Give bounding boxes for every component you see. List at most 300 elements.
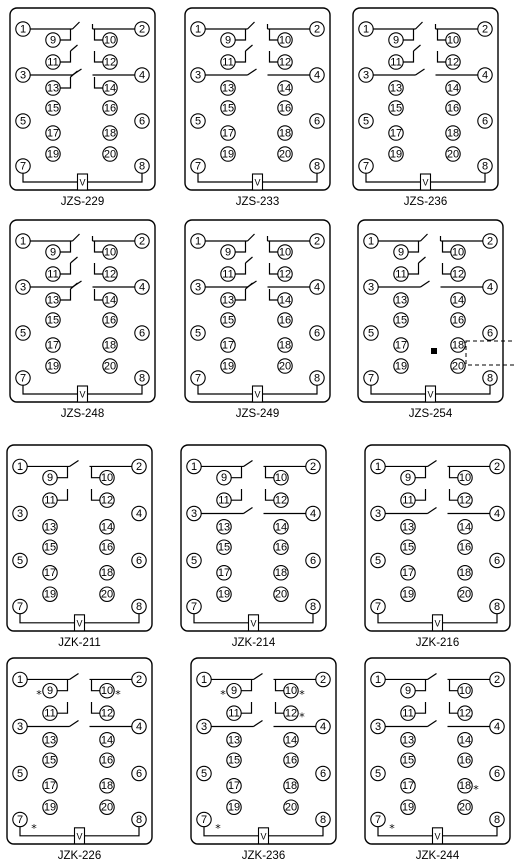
contact-row-3	[378, 281, 483, 287]
contact-row-4	[60, 283, 103, 300]
svg-text:16: 16	[284, 754, 298, 767]
terminal-20	[284, 800, 298, 814]
terminal-3	[191, 68, 205, 82]
panel-frame	[185, 8, 330, 190]
terminal-20	[100, 587, 114, 601]
terminal-12	[100, 493, 114, 507]
terminal-18	[284, 779, 298, 793]
svg-text:10: 10	[458, 472, 472, 485]
svg-text:15: 15	[46, 102, 60, 115]
contact-row-2	[60, 45, 103, 62]
svg-text:16: 16	[100, 541, 114, 554]
terminal-7	[16, 371, 30, 385]
terminal-3	[13, 506, 27, 520]
contact-row-0	[201, 460, 306, 466]
terminal-16	[103, 101, 117, 115]
terminal-1	[13, 459, 27, 473]
contact-row-4	[60, 71, 103, 88]
terminal-19	[43, 587, 57, 601]
terminal-10	[103, 33, 117, 47]
relay-panel-jzs-233	[185, 8, 330, 190]
coil-label: V	[260, 831, 267, 842]
svg-text:5: 5	[374, 767, 382, 780]
terminal-11	[221, 55, 235, 69]
svg-text:20: 20	[100, 801, 114, 814]
terminal-7	[371, 812, 385, 826]
model-caption: JZK-226	[57, 850, 102, 862]
terminal-6	[132, 766, 146, 780]
terminal-18	[278, 338, 292, 352]
terminal-17	[394, 338, 408, 352]
terminal-19	[401, 800, 415, 814]
svg-text:*: *	[115, 688, 121, 702]
coil-label: V	[79, 389, 86, 400]
terminal-1	[191, 234, 205, 248]
svg-text:2: 2	[313, 23, 321, 36]
contact-row-2	[241, 702, 284, 713]
terminal-5	[359, 114, 373, 128]
terminal-11	[221, 267, 235, 281]
terminal-6	[483, 326, 497, 340]
svg-text:16: 16	[100, 754, 114, 767]
terminal-5	[187, 553, 201, 567]
terminal-15	[221, 101, 235, 115]
svg-text:*: *	[389, 821, 395, 835]
terminal-17	[46, 338, 60, 352]
terminal-5	[13, 766, 27, 780]
svg-text:*: *	[220, 688, 226, 702]
svg-text:11: 11	[47, 268, 59, 281]
coil-circuit	[194, 613, 313, 630]
svg-text:10: 10	[284, 685, 298, 698]
svg-text:18: 18	[274, 567, 288, 580]
svg-text:1: 1	[200, 673, 208, 686]
contact-row-3	[373, 69, 478, 75]
model-caption: JZK-214	[231, 637, 276, 649]
terminal-18	[103, 126, 117, 140]
terminal-20	[274, 587, 288, 601]
terminal-3	[16, 280, 30, 294]
svg-text:16: 16	[103, 314, 117, 327]
svg-text:9: 9	[392, 34, 400, 47]
terminal-2	[132, 459, 146, 473]
panel-frame	[181, 445, 326, 631]
terminal-5	[16, 326, 30, 340]
contact-row-2	[231, 489, 274, 500]
contact-row-1	[231, 466, 274, 477]
terminal-15	[221, 313, 235, 327]
svg-text:5: 5	[19, 327, 27, 340]
terminal-5	[16, 114, 30, 128]
model-caption: JZS-254	[408, 408, 453, 420]
terminal-2	[490, 672, 504, 686]
svg-text:12: 12	[278, 268, 292, 281]
svg-text:14: 14	[278, 82, 292, 95]
terminal-4	[132, 506, 146, 520]
terminal-15	[227, 753, 241, 767]
terminal-14	[278, 81, 292, 95]
terminal-19	[43, 800, 57, 814]
relay-panel-jzs-249	[185, 220, 330, 402]
contact-row-1	[60, 29, 103, 40]
svg-text:15: 15	[389, 102, 403, 115]
terminal-19	[217, 587, 231, 601]
svg-text:9: 9	[224, 34, 232, 47]
contact-row-0	[30, 234, 135, 241]
terminal-12	[103, 55, 117, 69]
svg-text:16: 16	[278, 314, 292, 327]
svg-text:19: 19	[46, 360, 60, 373]
terminal-13	[401, 733, 415, 747]
svg-text:20: 20	[284, 801, 298, 814]
svg-text:9: 9	[224, 246, 232, 259]
svg-text:3: 3	[194, 69, 202, 82]
terminal-5	[364, 326, 378, 340]
coil-label: V	[254, 177, 261, 188]
terminal-12	[274, 493, 288, 507]
svg-text:*: *	[215, 821, 221, 835]
contact-row-0	[30, 22, 135, 29]
svg-text:5: 5	[200, 767, 208, 780]
terminal-8	[135, 159, 149, 173]
terminal-2	[478, 22, 492, 36]
coil-circuit	[20, 826, 139, 843]
contact-row-1	[415, 466, 458, 477]
terminal-20	[103, 359, 117, 373]
svg-text:13: 13	[389, 82, 403, 95]
svg-text:6: 6	[481, 115, 489, 128]
svg-text:1: 1	[16, 673, 24, 686]
terminal-1	[13, 672, 27, 686]
contact-row-0	[378, 234, 483, 241]
svg-text:*: *	[31, 821, 37, 835]
svg-text:13: 13	[46, 294, 60, 307]
svg-text:4: 4	[493, 720, 501, 733]
terminal-10	[278, 33, 292, 47]
svg-text:16: 16	[278, 102, 292, 115]
terminal-1	[359, 22, 373, 36]
svg-text:12: 12	[274, 494, 288, 507]
contact-row-1	[408, 241, 451, 252]
terminal-3	[191, 280, 205, 294]
svg-text:10: 10	[100, 685, 114, 698]
svg-text:20: 20	[274, 588, 288, 601]
model-caption: JZS-248	[60, 408, 105, 420]
svg-text:19: 19	[46, 148, 60, 161]
model-caption: JZK-244	[415, 850, 460, 862]
contact-row-1	[57, 466, 100, 477]
terminal-18	[458, 779, 472, 793]
svg-text:20: 20	[446, 148, 460, 161]
svg-text:1: 1	[19, 23, 27, 36]
terminal-18	[103, 338, 117, 352]
svg-text:14: 14	[458, 734, 472, 747]
terminal-12	[458, 493, 472, 507]
svg-text:14: 14	[103, 82, 117, 95]
terminal-1	[197, 672, 211, 686]
svg-text:7: 7	[194, 372, 202, 385]
terminal-9	[46, 33, 60, 47]
svg-text:8: 8	[313, 372, 321, 385]
svg-text:18: 18	[103, 127, 117, 140]
terminal-9	[217, 471, 231, 485]
terminal-4	[483, 280, 497, 294]
terminal-9	[394, 245, 408, 259]
panel-frame	[191, 658, 336, 844]
terminal-4	[306, 506, 320, 520]
contact-row-0	[373, 22, 478, 29]
svg-text:20: 20	[278, 148, 292, 161]
terminal-19	[394, 359, 408, 373]
svg-text:11: 11	[228, 707, 240, 720]
svg-text:11: 11	[222, 268, 234, 281]
svg-text:14: 14	[100, 734, 114, 747]
coil-circuit	[198, 385, 317, 402]
terminal-15	[401, 753, 415, 767]
terminal-17	[46, 126, 60, 140]
svg-text:5: 5	[16, 767, 24, 780]
model-caption: JZK-216	[415, 637, 460, 649]
terminal-16	[451, 313, 465, 327]
terminal-11	[43, 706, 57, 720]
coil-circuit	[198, 173, 317, 190]
svg-text:1: 1	[362, 23, 370, 36]
terminal-7	[371, 599, 385, 613]
svg-text:19: 19	[43, 588, 57, 601]
terminal-4	[316, 719, 330, 733]
svg-text:11: 11	[218, 494, 230, 507]
terminal-12	[278, 55, 292, 69]
svg-text:18: 18	[458, 780, 472, 793]
panel-frame	[185, 220, 330, 402]
terminal-8	[478, 159, 492, 173]
svg-text:5: 5	[19, 115, 27, 128]
svg-text:19: 19	[43, 801, 57, 814]
svg-text:20: 20	[451, 360, 465, 373]
terminal-14	[103, 81, 117, 95]
terminal-8	[310, 371, 324, 385]
coil-label: V	[434, 618, 441, 629]
terminal-20	[100, 800, 114, 814]
panel-frame	[10, 220, 155, 402]
terminal-14	[451, 293, 465, 307]
terminal-14	[446, 81, 460, 95]
svg-text:12: 12	[278, 56, 292, 69]
svg-text:15: 15	[221, 102, 235, 115]
svg-text:2: 2	[138, 23, 146, 36]
svg-text:19: 19	[221, 360, 235, 373]
svg-text:18: 18	[278, 127, 292, 140]
terminal-6	[132, 553, 146, 567]
terminal-7	[364, 371, 378, 385]
svg-text:2: 2	[135, 673, 143, 686]
contact-row-2	[415, 702, 458, 713]
svg-text:3: 3	[19, 281, 27, 294]
terminal-15	[394, 313, 408, 327]
svg-text:20: 20	[100, 588, 114, 601]
svg-text:2: 2	[309, 460, 317, 473]
contact-row-3	[205, 69, 310, 75]
svg-text:13: 13	[43, 734, 57, 747]
terminal-3	[13, 719, 27, 733]
relay-panel-jzs-254	[358, 220, 515, 402]
terminal-5	[191, 326, 205, 340]
terminal-8	[310, 159, 324, 173]
svg-text:19: 19	[389, 148, 403, 161]
contact-row-3	[385, 507, 490, 513]
terminal-3	[371, 719, 385, 733]
contact-row-2	[60, 257, 103, 274]
svg-text:11: 11	[44, 494, 56, 507]
svg-text:6: 6	[138, 115, 146, 128]
terminal-15	[217, 540, 231, 554]
terminal-11	[394, 267, 408, 281]
terminal-13	[227, 733, 241, 747]
svg-text:7: 7	[19, 372, 27, 385]
terminal-2	[132, 672, 146, 686]
terminal-16	[100, 540, 114, 554]
svg-text:7: 7	[16, 813, 24, 826]
svg-text:13: 13	[221, 82, 235, 95]
terminal-13	[389, 81, 403, 95]
svg-text:15: 15	[217, 541, 231, 554]
terminal-20	[278, 147, 292, 161]
terminal-16	[458, 753, 472, 767]
contact-row-0	[205, 234, 310, 241]
terminal-6	[135, 114, 149, 128]
coil-circuit	[23, 173, 142, 190]
contact-row-2	[408, 257, 451, 274]
svg-text:13: 13	[401, 521, 415, 534]
terminal-2	[483, 234, 497, 248]
terminal-20	[446, 147, 460, 161]
terminal-17	[389, 126, 403, 140]
svg-text:8: 8	[135, 600, 143, 613]
terminal-18	[278, 126, 292, 140]
terminal-19	[46, 147, 60, 161]
svg-text:19: 19	[401, 801, 415, 814]
svg-text:11: 11	[390, 56, 402, 69]
svg-text:7: 7	[190, 600, 198, 613]
terminal-3	[197, 719, 211, 733]
svg-text:6: 6	[135, 554, 143, 567]
terminal-12	[446, 55, 460, 69]
terminal-8	[483, 371, 497, 385]
terminal-8	[132, 599, 146, 613]
coil-circuit	[23, 385, 142, 402]
svg-text:11: 11	[47, 56, 59, 69]
model-caption: JZS-233	[235, 196, 280, 208]
svg-text:13: 13	[394, 294, 408, 307]
svg-text:6: 6	[135, 767, 143, 780]
svg-text:17: 17	[221, 339, 235, 352]
coil-circuit	[371, 385, 490, 402]
terminal-4	[135, 280, 149, 294]
svg-text:1: 1	[367, 235, 375, 248]
svg-text:17: 17	[221, 127, 235, 140]
svg-text:2: 2	[135, 460, 143, 473]
svg-text:14: 14	[451, 294, 465, 307]
terminal-12	[458, 706, 472, 720]
panel-frame	[358, 220, 503, 402]
svg-text:11: 11	[222, 56, 234, 69]
coil-label: V	[250, 618, 257, 629]
svg-text:10: 10	[278, 246, 292, 259]
terminal-2	[310, 234, 324, 248]
svg-text:14: 14	[103, 294, 117, 307]
svg-text:11: 11	[44, 707, 56, 720]
coil-label: V	[76, 618, 83, 629]
svg-text:9: 9	[49, 34, 57, 47]
terminal-13	[46, 293, 60, 307]
terminal-13	[217, 520, 231, 534]
svg-text:3: 3	[16, 720, 24, 733]
svg-text:7: 7	[362, 160, 370, 173]
terminal-14	[458, 733, 472, 747]
relay-panel-jzk-244	[365, 658, 510, 844]
svg-text:20: 20	[458, 801, 472, 814]
terminal-4	[310, 68, 324, 82]
svg-text:10: 10	[274, 472, 288, 485]
svg-text:13: 13	[227, 734, 241, 747]
svg-text:10: 10	[458, 685, 472, 698]
contact-row-3	[385, 720, 490, 726]
terminal-18	[446, 126, 460, 140]
terminal-14	[100, 733, 114, 747]
terminal-5	[13, 553, 27, 567]
terminal-10	[458, 684, 472, 698]
terminal-3	[371, 506, 385, 520]
terminal-11	[401, 706, 415, 720]
terminal-11	[46, 267, 60, 281]
contact-row-0	[385, 673, 490, 679]
svg-text:18: 18	[103, 339, 117, 352]
contact-row-1	[241, 679, 284, 690]
svg-text:16: 16	[458, 754, 472, 767]
terminal-9	[401, 684, 415, 698]
terminal-6	[316, 766, 330, 780]
svg-text:7: 7	[16, 600, 24, 613]
svg-text:14: 14	[446, 82, 460, 95]
terminal-7	[359, 159, 373, 173]
svg-text:17: 17	[46, 339, 60, 352]
terminal-10	[100, 471, 114, 485]
svg-text:18: 18	[278, 339, 292, 352]
terminal-16	[103, 313, 117, 327]
terminal-14	[100, 520, 114, 534]
terminal-19	[227, 800, 241, 814]
terminal-12	[103, 267, 117, 281]
terminal-2	[310, 22, 324, 36]
coil-label: V	[427, 389, 434, 400]
terminal-16	[100, 753, 114, 767]
contact-row-1	[235, 29, 278, 40]
svg-text:11: 11	[402, 707, 414, 720]
terminal-20	[103, 147, 117, 161]
terminal-2	[135, 22, 149, 36]
terminal-4	[490, 719, 504, 733]
svg-text:12: 12	[446, 56, 460, 69]
svg-text:17: 17	[227, 780, 241, 793]
svg-text:2: 2	[486, 235, 494, 248]
svg-text:3: 3	[19, 69, 27, 82]
svg-text:*: *	[36, 688, 42, 702]
svg-text:17: 17	[401, 567, 415, 580]
svg-text:13: 13	[217, 521, 231, 534]
terminal-6	[306, 553, 320, 567]
terminal-13	[401, 520, 415, 534]
svg-text:4: 4	[138, 69, 146, 82]
